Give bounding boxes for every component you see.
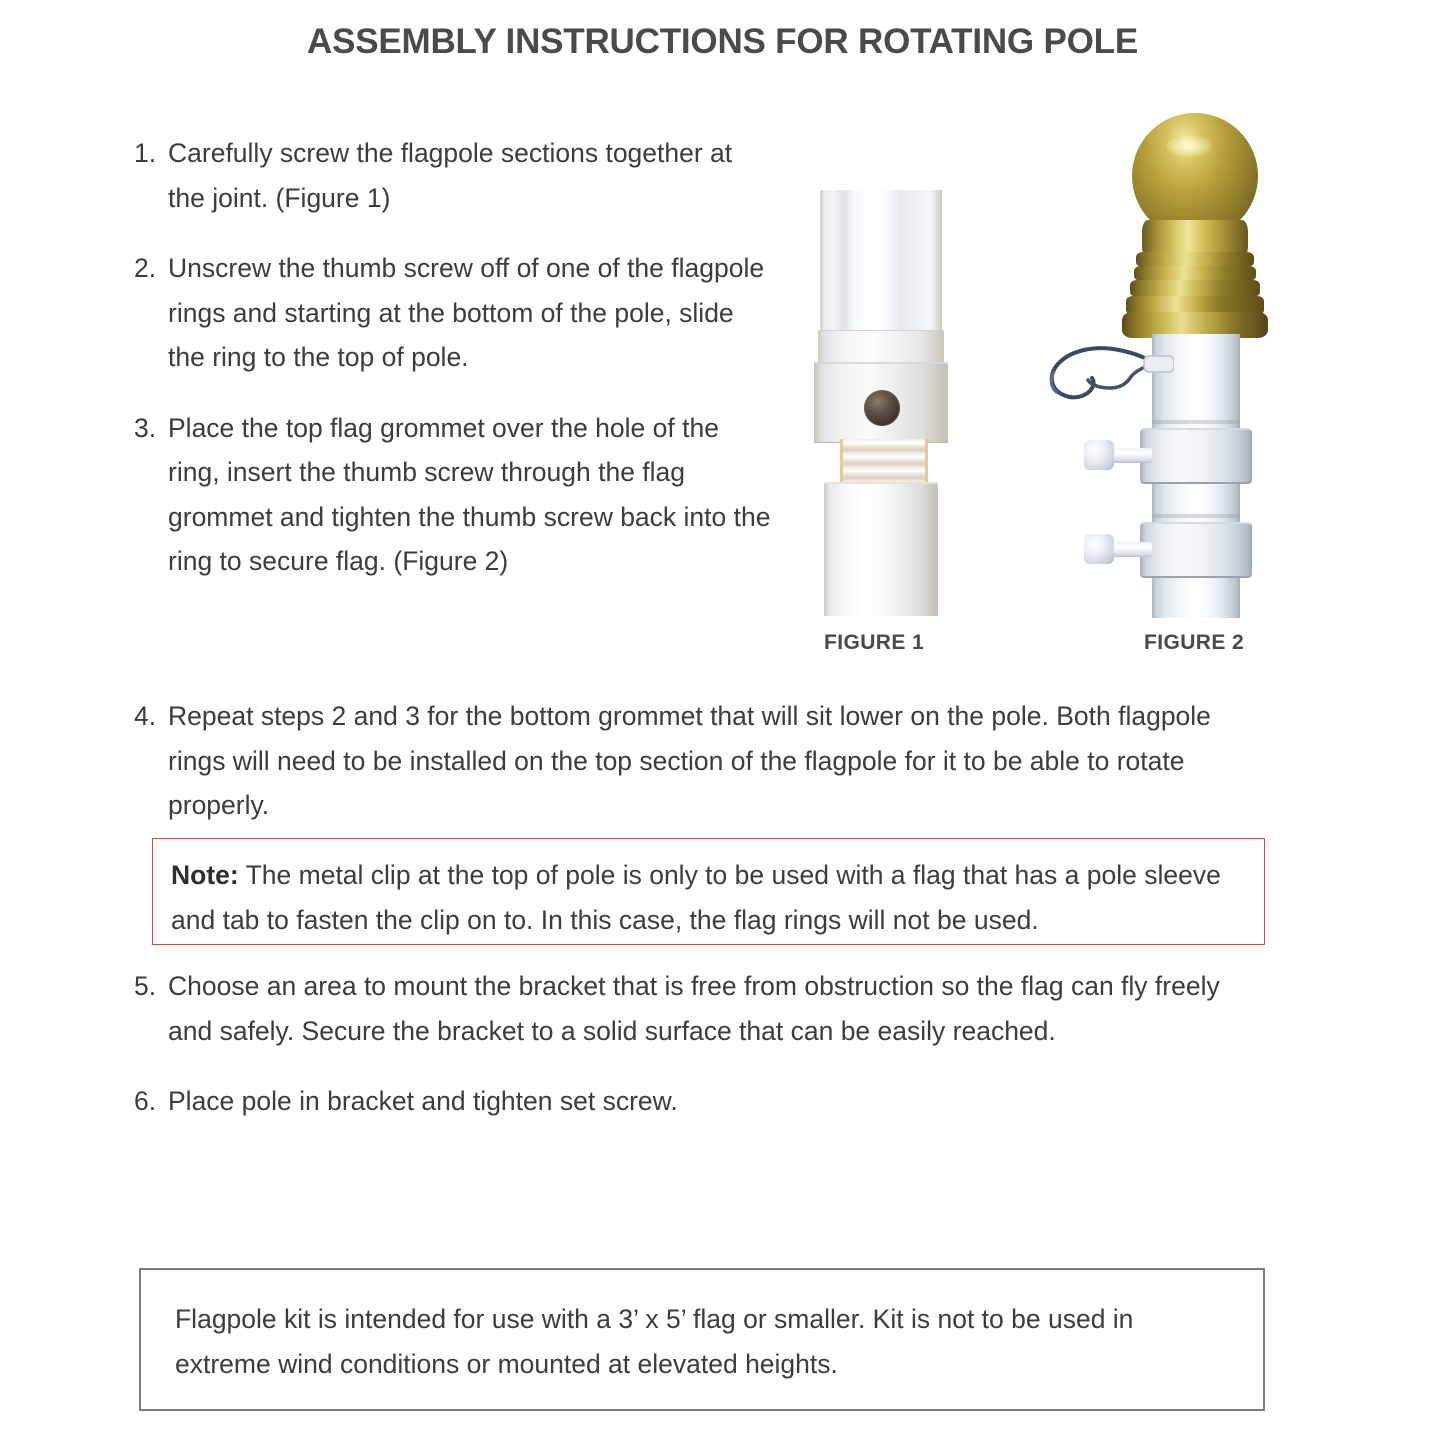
step-text: Place the top flag grommet over the hole of the ring, insert the thumb screw through the flag grommet and tighten the thumb screw back into the ring to secure flag. (Figure 2) [168,412,771,576]
list-item [134,406,774,584]
bottom-notice-box [139,1268,1265,1411]
flagpole-ring-lower [1140,522,1252,578]
step-text: Unscrew the thumb screw off of one of the flagpole rings and starting at the bottom of the pole, slide the ring to the top of pole. [168,253,765,372]
figure-2-image [1044,110,1284,618]
page-title: ASSEMBLY INSTRUCTIONS FOR ROTATING POLE [307,22,1138,61]
step-number: 1. [134,138,157,168]
pole-seam [1152,514,1240,518]
note-label: Note: [171,860,239,890]
figures-block [786,110,1296,670]
steps-list-top [134,131,774,584]
pole-upper-section [820,190,942,338]
note-text [171,853,1253,943]
note-callout-box [152,838,1265,945]
step-text: Choose an area to mount the bracket that is free from obstruction so the flag can fly freely and safely. Secure the bracket to a solid surface that can be easily reached. [168,971,1220,1046]
bottom-notice-text: Flagpole kit is intended for use with a 3’ x 5’ flag or smaller. Kit is not to be used in extreme wind conditions or mounted at elevated heights. [175,1304,1134,1379]
list-item [134,1079,1269,1124]
list-item [134,964,1269,1053]
pole-collar-top [818,330,944,365]
step-number: 6. [134,1086,157,1116]
step-number: 3. [134,412,157,443]
finial-rib [1130,280,1260,297]
finial-rib [1136,252,1254,267]
step-text: Repeat steps 2 and 3 for the bottom grommet that will sit lower on the pole. Both flagpole rings will need to be installed on the top section of the flagpole for it to be able to rotate properly. [168,701,1211,820]
pole-seam [1152,420,1240,424]
note-body: The metal clip at the top of pole is only to be used with a flag that has a pole sleeve and tab to fasten the clip on to. In this case, the flag rings will not be used. [171,860,1221,935]
pole-threading [840,439,928,485]
step-number: 4. [134,701,157,731]
screw-head [1084,440,1114,470]
step-number: 5. [134,971,157,1001]
figure-1-image [812,190,950,614]
step-text: Place pole in bracket and tighten set screw. [168,1086,678,1116]
list-item [134,131,774,220]
step-number: 2. [134,253,157,283]
pole-lower-section [824,482,938,616]
step-text: Carefully screw the flagpole sections together at the joint. (Figure 1) [168,138,733,213]
figure-1-label: FIGURE 1 [824,631,925,654]
thumb-screw-hole-icon [864,390,900,426]
figure-2-label: FIGURE 2 [1144,631,1245,654]
steps-list-wide-2 [134,964,1269,1124]
thumb-screw-lower [1084,534,1148,564]
list-item [134,694,1269,828]
steps-list-wide [134,694,1269,828]
screw-head [1084,534,1114,564]
flagpole-ring-upper [1140,428,1252,484]
thumb-screw-upper [1084,440,1148,470]
list-item [134,246,774,380]
metal-clip-icon [1044,336,1174,416]
flagpole-ring [814,362,948,443]
finial-rib [1134,266,1256,281]
